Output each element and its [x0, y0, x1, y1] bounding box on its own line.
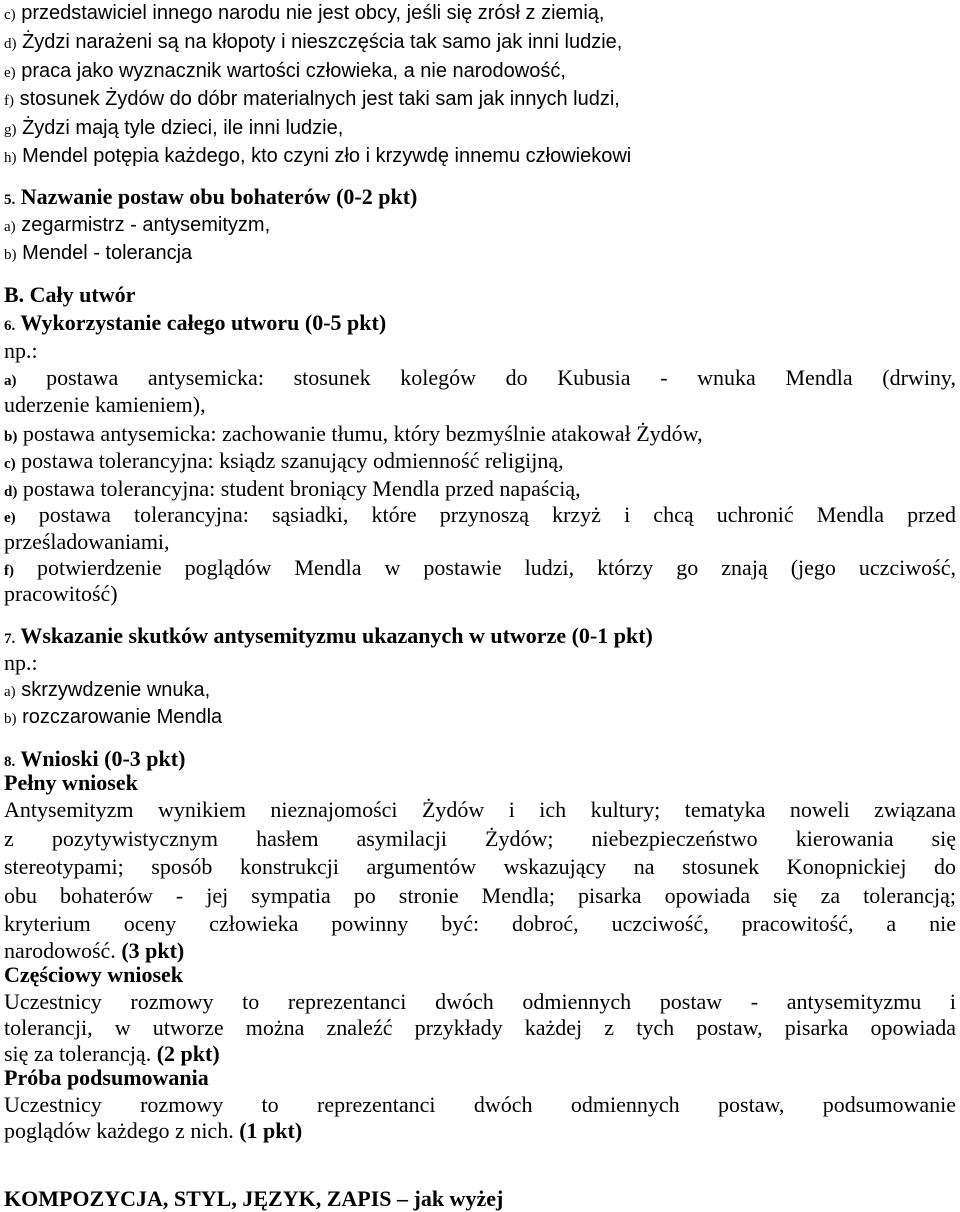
paragraph-line: kryterium oceny człowieka powinny być: dobroć, uczciwość, pracowitość, a nie [4, 911, 956, 936]
paragraph-line: stereotypami; sposób konstrukcji argumentów wskazujący na stosunek Konopnickiej do [4, 854, 956, 879]
points-label: (3 pkt) [121, 938, 185, 963]
paragraph-line: Antysemityzm wynikiem nieznajomości Żydów i ich kultury; tematyka noweli związana [4, 797, 956, 822]
list-item-continuation: pracowitość) [4, 581, 118, 606]
np-label: np.: [4, 650, 38, 675]
np-label: np.: [4, 338, 38, 363]
paragraph-line: narodowość. (3 pkt) [4, 938, 185, 963]
summary-attempt-heading: Próba podsumowania [4, 1065, 209, 1090]
list-item: f) potwierdzenie poglądów Mendla w postawie ludzi, którzy go znają (jego uczciwość, [4, 555, 957, 580]
list-item: d) postawa tolerancyjna: student broniący Mendla przed napaścią, [4, 476, 581, 501]
list-item: c) postawa tolerancyjna: ksiądz szanujący odmienność religijną, [4, 448, 564, 473]
list-item: c) przedstawiciel innego narodu nie jest obcy, jeśli się zrósł z ziemią, [4, 2, 605, 24]
points-label: (1 pkt) [239, 1118, 303, 1143]
list-item: a) skrzywdzenie wnuka, [4, 679, 211, 701]
list-item-continuation: uderzenie kamieniem), [4, 392, 206, 417]
paragraph-line: tolerancji, w utworze można znaleźć przykłady każdej z tych postaw, pisarka opowiada [4, 1015, 956, 1040]
paragraph-line: z pozytywistycznym hasłem asymilacji Żydów; niebezpieczeństwo kierowania się [4, 826, 956, 851]
paragraph-line: poglądów każdego z nich. (1 pkt) [4, 1118, 303, 1143]
paragraph-line: Uczestnicy rozmowy to reprezentanci dwóch odmiennych postaw, podsumowanie [4, 1092, 956, 1117]
list-item: b) rozczarowanie Mendla [4, 706, 223, 728]
paragraph-line: Uczestnicy rozmowy to reprezentanci dwóch odmiennych postaw - antysemityzmu i [4, 989, 956, 1014]
section-b-heading: B. Cały utwór [4, 282, 136, 307]
list-item: d) Żydzi narażeni są na kłopoty i nieszczęścia tak samo jak inni ludzie, [4, 31, 623, 53]
list-item: b) Mendel - tolerancja [4, 242, 193, 264]
question-5-heading: 5. Nazwanie postaw obu bohaterów (0-2 pkt) [4, 184, 418, 209]
points-label: (2 pkt) [156, 1041, 220, 1066]
paragraph-line: obu bohaterów - jej sympatia po stronie Mendla; pisarka opowiada się za tolerancją; [4, 883, 956, 908]
list-item: e) postawa tolerancyjna: sąsiadki, które przynoszą krzyż i chcą uchronić Mendla przed [4, 502, 956, 527]
question-6-heading: 6. Wykorzystanie całego utworu (0-5 pkt) [4, 310, 387, 335]
list-item: h) Mendel potępia każdego, kto czyni zło i krzywdę innemu człowiekowi [4, 145, 632, 167]
list-item: b) postawa antysemicka: zachowanie tłumu, który bezmyślnie atakował Żydów, [4, 421, 703, 446]
list-item-continuation: prześladowaniami, [4, 529, 170, 554]
footer-heading: KOMPOZYCJA, STYL, JĘZYK, ZAPIS – jak wyżej [4, 1186, 504, 1211]
question-7-heading: 7. Wskazanie skutków antysemityzmu ukazanych w utworze (0-1 pkt) [4, 623, 653, 648]
paragraph-line: się za tolerancją. (2 pkt) [4, 1041, 220, 1066]
list-item: e) praca jako wyznacznik wartości człowieka, a nie narodowość, [4, 60, 566, 82]
list-item: g) Żydzi mają tyle dzieci, ile inni ludzie, [4, 117, 344, 139]
full-conclusion-heading: Pełny wniosek [4, 770, 138, 795]
question-8-heading: 8. Wnioski (0-3 pkt) [4, 746, 186, 771]
list-item: a) zegarmistrz - antysemityzm, [4, 214, 271, 236]
partial-conclusion-heading: Częściowy wniosek [4, 962, 184, 987]
list-item: a) postawa antysemicka: stosunek kolegów do Kubusia - wnuka Mendla (drwiny, [4, 365, 957, 390]
list-item: f) stosunek Żydów do dóbr materialnych jest taki sam jak innych ludzi, [4, 88, 620, 110]
